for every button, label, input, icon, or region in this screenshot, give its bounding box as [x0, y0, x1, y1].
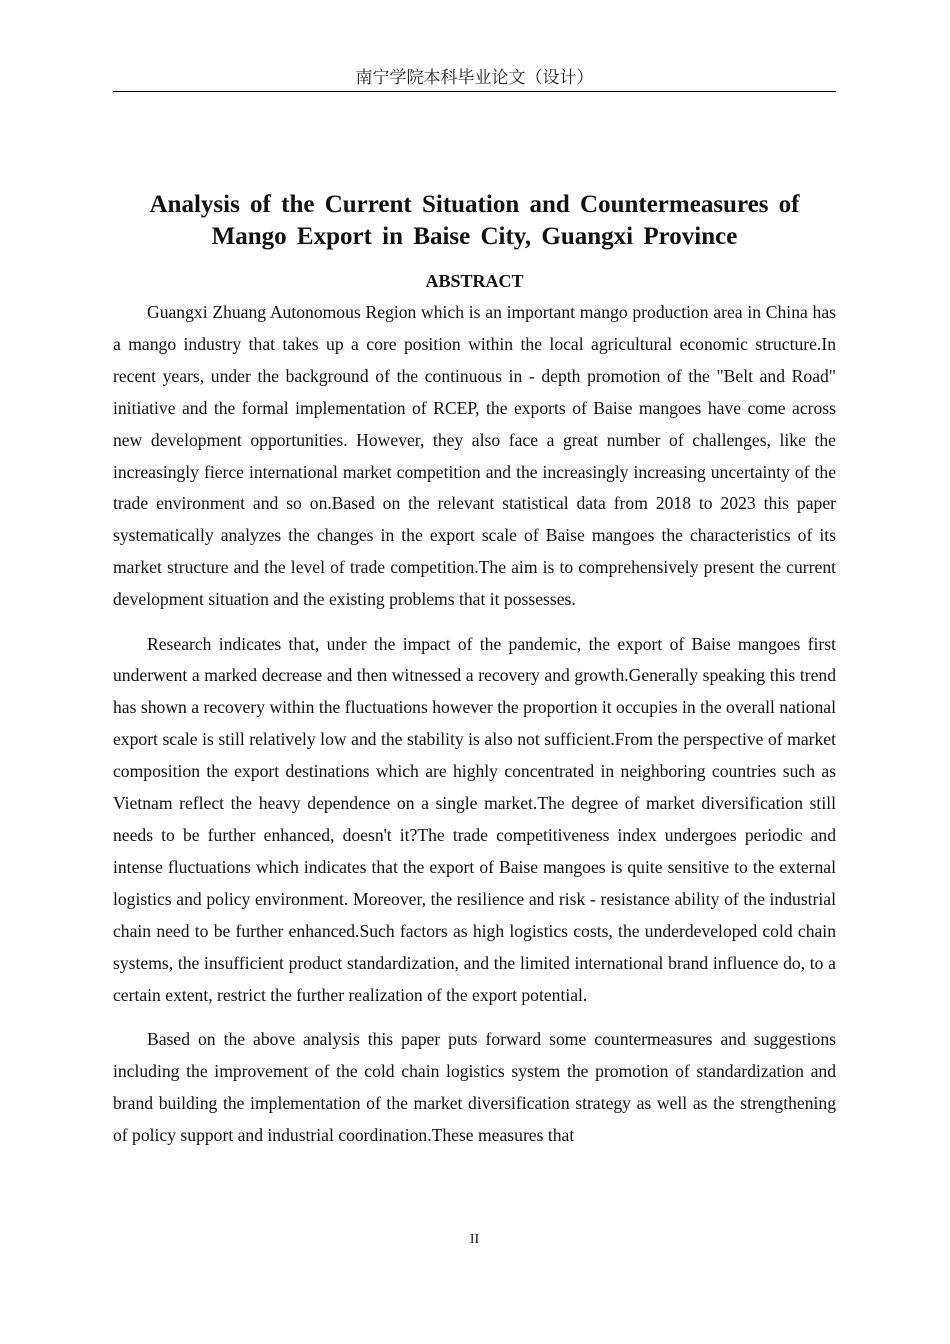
header-rule [113, 91, 836, 92]
paper-title [113, 189, 836, 253]
abstract-paragraph-1: Guangxi Zhuang Autonomous Region which is an important mango production area in China has a mango industry that takes up a core position within the local agricultural economic structure.In recent years, under the background of the continuous in - depth promotion of the "Belt and Road" initiative and the formal implementation of RCEP, the exports of Baise mangoes have come across new development opportunities. However, they also face a great number of challenges, like the increasingly fierce international market competition and the increasingly increasing uncertainty of the trade environment and so on.Based on the relevant statistical data from 2018 to 2023 this paper systematically analyzes the changes in the export scale of Baise mangoes the characteristics of its market structure and the level of trade competition.The aim is to comprehensively present the current development situation and the existing problems that it possesses. [113, 302, 836, 610]
paper-title-line-1: Analysis of the Current Situation and Countermeasures of [149, 191, 800, 218]
paper-title-line-2: Mango Export in Baise City, Guangxi Province [211, 223, 738, 250]
abstract-paragraph-2: Research indicates that, under the impact of the pandemic, the export of Baise mangoes first underwent a marked decrease and then witnessed a recovery and growth.Generally speaking this trend has shown a recovery within the fluctuations however the proportion it occupies in the overall national export scale is still relatively low and the stability is also not sufficient.From the perspective of market composition the export destinations which are highly concentrated in neighboring countries such as Vietnam reflect the heavy dependence on a single market.The degree of market diversification still needs to be further enhanced, doesn't it?The trade competitiveness index undergoes periodic and intense fluctuations which indicates that the export of Baise mangoes is quite sensitive to the external logistics and policy environment. Moreover, the resilience and risk - resistance ability of the industrial chain need to be further enhanced.Such factors as high logistics costs, the underdeveloped cold chain systems, the insufficient product standardization, and the limited international brand influence do, to a certain extent, restrict the further realization of the export potential. [113, 633, 836, 1005]
running-header: 南宁学院本科毕业论文（设计） [355, 68, 594, 88]
abstract-body [113, 297, 836, 1164]
abstract-paragraph-3: Based on the above analysis this paper puts forward some countermeasures and suggestions including the improvement of the cold chain logistics system the promotion of standardization and brand building the implementation of the market diversification strategy as well as the strengthening of policy support and industrial coordination.These measures that [113, 1028, 836, 1145]
page-number: II [469, 1232, 480, 1247]
abstract-heading: ABSTRACT [425, 271, 524, 291]
